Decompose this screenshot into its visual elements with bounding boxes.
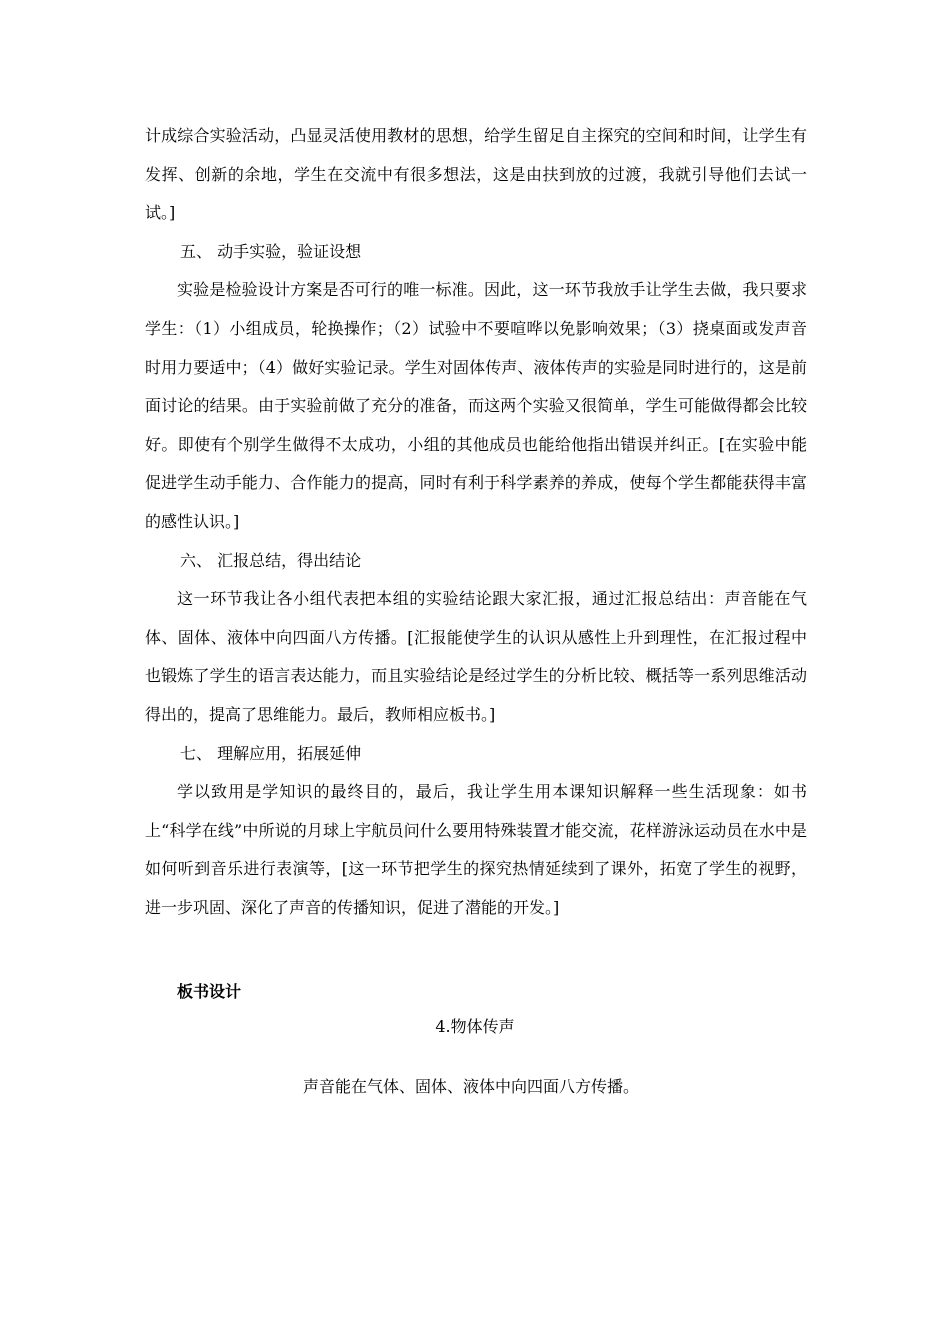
- board-design-title: 板书设计: [177, 982, 242, 1001]
- section-heading-6: 六、 汇报总结，得出结论: [180, 550, 362, 570]
- board-subject-text: 4.物体传声: [435, 1017, 515, 1036]
- board-content-line: 声音能在气体、固体、液体中向四面八方传播。: [303, 1077, 640, 1096]
- paragraph-application: 学以致用是学知识的最终目的，最后，我让学生用本课知识解释一些生活现象：如书上“科学在线”中所说的月球上宇航员问什么要用特殊装置才能交流，花样游泳运动员在水中是如何听到音乐进行表演等，[这一环节把学生的探究热情延续到了课外，拓宽了学生的视野，进一步巩固、深化了声音的传播知识，促进了潜能的开发。]: [145, 782, 807, 917]
- paragraph-experiment: 实验是检验设计方案是否可行的唯一标准。因此，这一环节我放手让学生去做，我只要求学生：（1）小组成员，轮换操作；（2）试验中不要喧哗以免影响效果；（3）挠桌面或发声音时用力要适中；（4）做好实验记录。学生对固体传声、液体传声的实验是同时进行的，这是前面讨论的结果。由于实验前做了充分的准备，而这两个实验又很简单，学生可能做得都会比较好。即使有个别学生做得不太成功，小组的其他成员也能给他指出错误并纠正。[在实验中能促进学生动手能力、合作能力的提高，同时有利于科学素养的养成，使每个学生都能获得丰富的感性认识。]: [145, 280, 807, 531]
- section-heading-5: 五、 动手实验，验证设想: [180, 241, 362, 261]
- section-heading-7: 七、 理解应用，拓展延伸: [180, 743, 362, 763]
- paragraph-report: 这一环节我让各小组代表把本组的实验结论跟大家汇报，通过汇报总结出：声音能在气体、固体、液体中向四面八方传播。[汇报能使学生的认识从感性上升到理性，在汇报过程中也锻炼了学生的语言表达能力，而且实验结论是经过学生的分析比较、概括等一系列思维活动得出的，提高了思维能力。最后，教师相应板书。]: [145, 589, 807, 724]
- paragraph-continued: 计成综合实验活动，凸显灵活使用教材的思想，给学生留足自主探究的空间和时间，让学生有发挥、创新的余地，学生在交流中有很多想法，这是由扶到放的过渡，我就引导他们去试一试。]: [145, 126, 807, 223]
- board-subject-title: [0, 1015, 950, 1039]
- document-body: [145, 117, 807, 927]
